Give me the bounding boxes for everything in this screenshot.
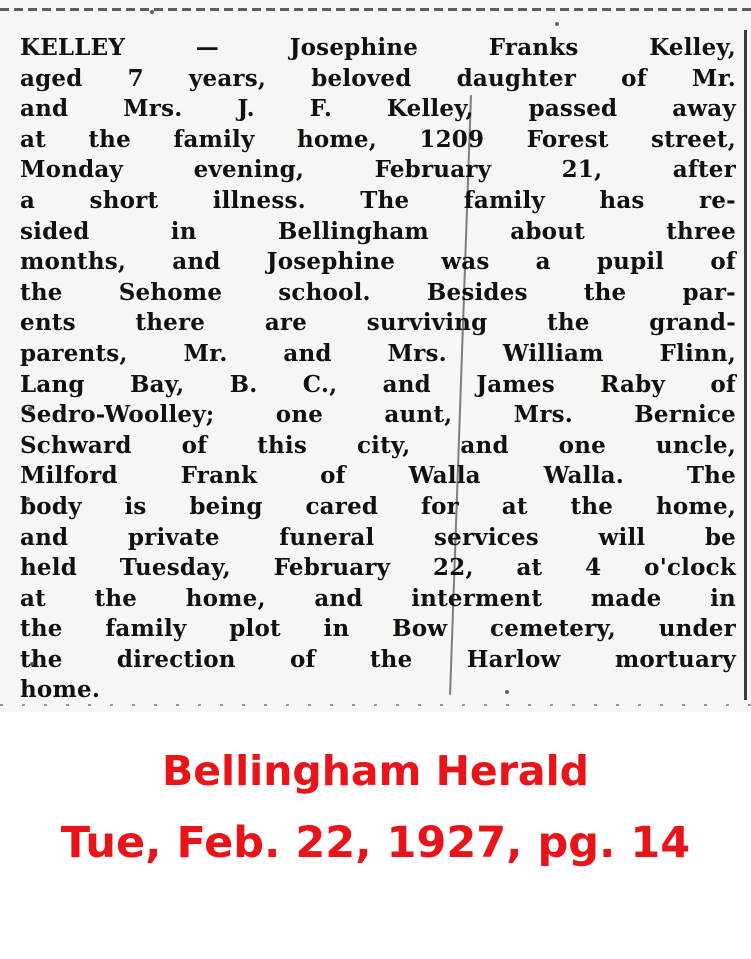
obituary-line: Sedro-Woolley; one aunt, Mrs. Bernice bbox=[20, 401, 736, 429]
obituary-line: aged 7 years, beloved daughter of Mr. bbox=[20, 64, 736, 92]
obituary-line: parents, Mr. and Mrs. William Flinn, bbox=[20, 339, 736, 367]
obituary-text bbox=[20, 33, 736, 706]
obituary-line: Milford Frank of Walla Walla. The bbox=[20, 462, 736, 490]
obituary-line: months, and Josephine was a pupil of bbox=[20, 248, 736, 276]
ink-speck bbox=[150, 10, 154, 14]
obituary-line: ents there are surviving the grand- bbox=[20, 309, 736, 337]
obituary-line: the direction of the Harlow mortuary bbox=[20, 645, 736, 673]
obituary-line: and Mrs. J. F. Kelley, passed away bbox=[20, 95, 736, 123]
obituary-line: Monday evening, February 21, after bbox=[20, 156, 736, 184]
obituary-line: sided in Bellingham about three bbox=[20, 217, 736, 245]
obituary-line: Schward of this city, and one uncle, bbox=[20, 431, 736, 459]
column-rule bbox=[744, 30, 747, 700]
ink-speck bbox=[555, 22, 559, 26]
obituary-line: at the family home, 1209 Forest street, bbox=[20, 125, 736, 153]
obituary-line: the Sehome school. Besides the par- bbox=[20, 278, 736, 306]
clipping-top-border bbox=[0, 8, 751, 11]
clipping-bottom-edge bbox=[0, 704, 751, 706]
obituary-line: Lang Bay, B. C., and James Raby of bbox=[20, 370, 736, 398]
obituary-line: home. bbox=[20, 676, 101, 704]
obituary-line: at the home, and interment made in bbox=[20, 584, 736, 612]
obituary-line: and private funeral services will be bbox=[20, 523, 736, 551]
obituary-line: held Tuesday, February 22, at 4 o'clock bbox=[20, 554, 736, 582]
obituary-line: the family plot in Bow cemetery, under bbox=[20, 615, 736, 643]
caption-publication: Bellingham Herald bbox=[161, 747, 590, 795]
obituary-line: a short illness. The family has re- bbox=[20, 186, 736, 214]
caption-date-page: Tue, Feb. 22, 1927, pg. 14 bbox=[60, 818, 691, 868]
obituary-line: KELLEY — Josephine Franks Kelley, bbox=[20, 34, 736, 61]
obituary-line: body is being cared for at the home, bbox=[20, 492, 736, 520]
